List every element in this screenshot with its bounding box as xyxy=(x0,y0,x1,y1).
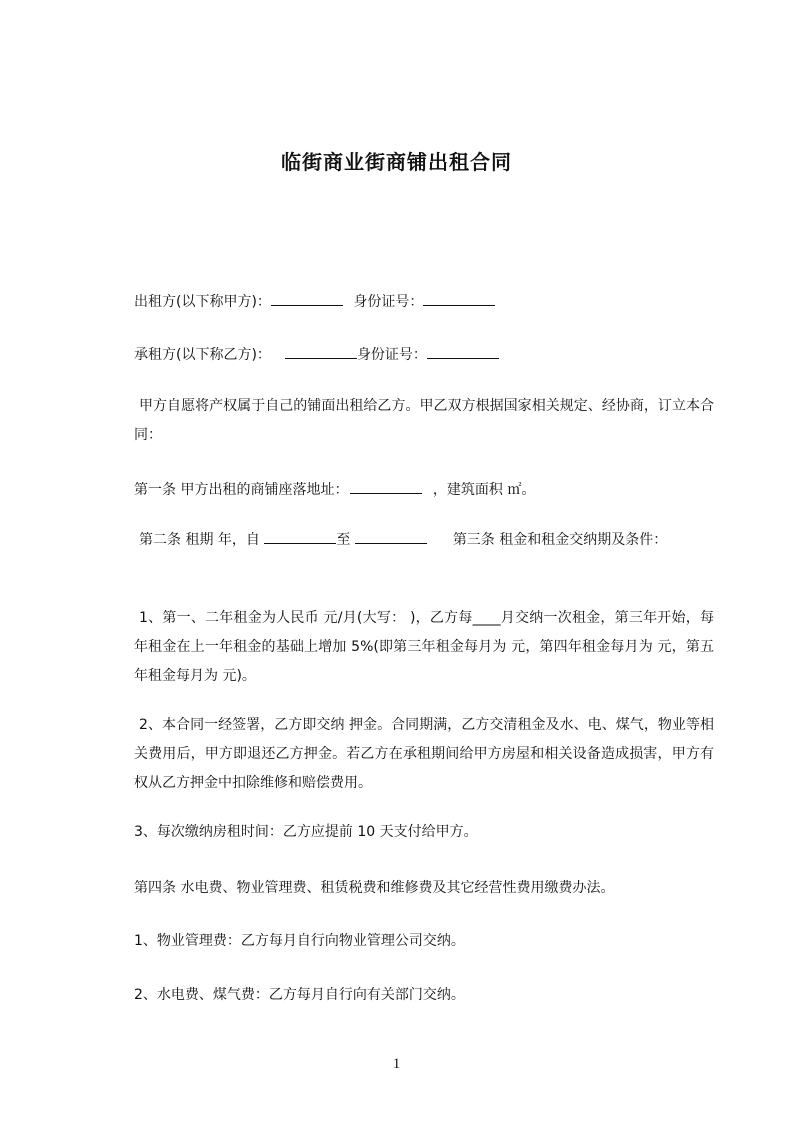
document-title: 临街商业街商铺出租合同 xyxy=(281,150,512,174)
party-b-name-blank[interactable] xyxy=(285,346,357,359)
article-2-mid: 至 xyxy=(336,532,351,548)
deposit-clause: 2、本合同一经签署，乙方即交纳 押金。合同期满，乙方交清租金及水、电、煤气，物业等相关费用后，甲方即退还乙方押金。若乙方在承租期间给甲方房屋和相关设备造成损害，甲方有权从乙方押金中扣除维修和赔偿费用。 xyxy=(134,717,714,791)
party-a-line xyxy=(134,293,714,310)
article-2-paragraph xyxy=(134,525,714,555)
article-2-prefix: 第二条 租期 年，自 xyxy=(139,532,260,548)
party-a-id-blank[interactable] xyxy=(423,293,495,306)
party-b-label: 承租方(以下称乙方)： xyxy=(134,347,271,363)
party-b-id-blank[interactable] xyxy=(427,346,499,359)
utility-fee-clause: 2、水电费、煤气费：乙方每月自行向有关部门交纳。 xyxy=(134,987,465,1003)
article-4-heading: 第四条 水电费、物业管理费、租赁税费和维修费及其它经营性费用缴费办法。 xyxy=(134,880,615,896)
party-a-label: 出租方(以下称甲方)： xyxy=(134,294,271,310)
party-a-name-blank[interactable] xyxy=(271,293,343,306)
end-date-blank[interactable] xyxy=(355,531,427,544)
party-b-line xyxy=(134,346,714,363)
article-3-heading: 第三条 租金和租金交纳期及条件： xyxy=(452,532,668,548)
property-fee-clause: 1、物业管理费：乙方每月自行向物业管理公司交纳。 xyxy=(134,933,465,949)
article-1-prefix: 第一条 甲方出租的商铺座落地址： xyxy=(134,482,349,498)
payment-time-clause: 3、每次缴纳房租时间：乙方应提前 10 天支付给甲方。 xyxy=(134,824,478,840)
rent-clause: 1、第一、二年租金为人民币 元/月(大写： )，乙方每____月交纳一次租金，第三年开始，每年租金在上一年租金的基础上增加 5%(即第三年租金每月为 元，第四年租金每月为 元，第五年租金每月为 元)。 xyxy=(134,610,714,684)
start-date-blank[interactable] xyxy=(264,531,336,544)
address-blank[interactable] xyxy=(350,481,422,494)
intro-paragraph: 甲方自愿将产权属于自己的铺面出租给乙方。甲乙双方根据国家相关规定、经协商，订立本合同： xyxy=(134,398,714,443)
article-1-line xyxy=(134,481,714,498)
party-a-id-label: 身份证号： xyxy=(353,294,424,310)
article-1-suffix: ，建筑面积 ㎡。 xyxy=(432,482,536,498)
page-number: 1 xyxy=(392,1056,401,1072)
party-b-id-label: 身份证号： xyxy=(356,347,427,363)
